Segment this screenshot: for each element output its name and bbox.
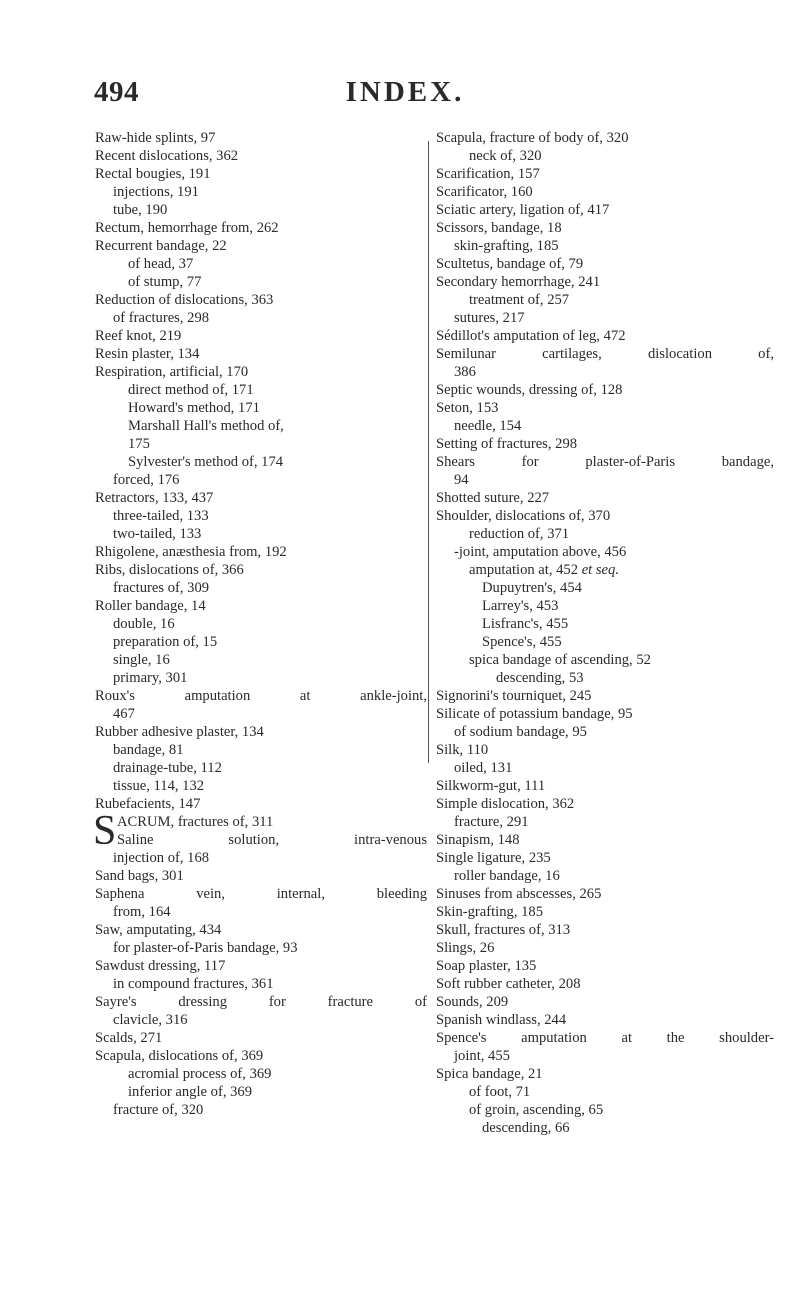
index-entry: Lisfranc's, 455 xyxy=(482,616,569,632)
index-entry: Scarificator, 160 xyxy=(436,184,533,200)
index-entry: neck of, 320 xyxy=(469,148,542,164)
index-entry: of foot, 71 xyxy=(469,1084,531,1100)
page-number: 494 xyxy=(94,76,139,108)
index-entry: Semilunar cartilages, dislocation of, xyxy=(436,346,774,362)
index-entry: Roller bandage, 14 xyxy=(95,598,206,614)
index-entry: Skull, fractures of, 313 xyxy=(436,922,571,938)
index-entry: roller bandage, 16 xyxy=(454,868,560,884)
index-entry: drainage-tube, 112 xyxy=(113,760,222,776)
index-entry: needle, 154 xyxy=(454,418,522,434)
index-entry: two-tailed, 133 xyxy=(113,526,202,542)
index-entry: Saw, amputating, 434 xyxy=(95,922,222,938)
index-entry: preparation of, 15 xyxy=(113,634,218,650)
index-entry: double, 16 xyxy=(113,616,175,632)
index-entry: fracture, 291 xyxy=(454,814,529,830)
index-entry: of groin, ascending, 65 xyxy=(469,1102,604,1118)
index-column-right xyxy=(436,129,774,1137)
section-s-start xyxy=(93,808,427,854)
index-entry: Raw-hide splints, 97 xyxy=(95,130,216,146)
index-entry: Slings, 26 xyxy=(436,940,495,956)
index-entry: bandage, 81 xyxy=(113,742,184,758)
index-entry: Soap plaster, 135 xyxy=(436,958,537,974)
index-entry: 386 xyxy=(454,364,476,380)
index-entry: joint, 455 xyxy=(454,1048,510,1064)
index-entry: 94 xyxy=(454,472,469,488)
index-entry: of stump, 77 xyxy=(128,274,202,290)
index-entry: Silkworm-gut, 111 xyxy=(436,778,546,794)
index-entry: direct method of, 171 xyxy=(128,382,254,398)
index-entry: sutures, 217 xyxy=(454,310,525,326)
index-entry: Sédillot's amputation of leg, 472 xyxy=(436,328,626,344)
index-entry: injections, 191 xyxy=(113,184,199,200)
index-entry: Sylvester's method of, 174 xyxy=(128,454,284,470)
index-entry: Resin plaster, 134 xyxy=(95,346,200,362)
drop-cap-letter: S xyxy=(93,808,117,854)
index-entry: Sand bags, 301 xyxy=(95,868,184,884)
index-entry: Sinapism, 148 xyxy=(436,832,520,848)
index-entry: Secondary hemorrhage, 241 xyxy=(436,274,601,290)
index-entry: treatment of, 257 xyxy=(469,292,570,308)
index-entry: Simple dislocation, 362 xyxy=(436,796,575,812)
index-entry: Single ligature, 235 xyxy=(436,850,551,866)
index-entry: Spanish windlass, 244 xyxy=(436,1012,567,1028)
index-entry: oiled, 131 xyxy=(454,760,513,776)
index-entry: three-tailed, 133 xyxy=(113,508,209,524)
index-entry: Scalds, 271 xyxy=(95,1030,163,1046)
index-column-left xyxy=(95,129,427,1119)
index-entry: Soft rubber catheter, 208 xyxy=(436,976,581,992)
index-entry: Larrey's, 453 xyxy=(482,598,559,614)
index-entry: amputation at, 452 et seq. xyxy=(469,562,619,578)
index-entry: Reduction of dislocations, 363 xyxy=(95,292,274,308)
index-entry: Signorini's tourniquet, 245 xyxy=(436,688,592,704)
index-entry: Silk, 110 xyxy=(436,742,489,758)
index-entry: Shoulder, dislocations of, 370 xyxy=(436,508,611,524)
index-entry: 175 xyxy=(128,436,150,452)
index-entry: single, 16 xyxy=(113,652,170,668)
index-entry: Sounds, 209 xyxy=(436,994,509,1010)
index-entry: Marshall Hall's method of, xyxy=(128,418,284,434)
index-entry: Rubber adhesive plaster, 134 xyxy=(95,724,264,740)
index-entries-s-continued xyxy=(436,129,774,1137)
index-entry: fracture of, 320 xyxy=(113,1102,204,1118)
index-entry: Septic wounds, dressing of, 128 xyxy=(436,382,623,398)
index-entry: Ribs, dislocations of, 366 xyxy=(95,562,244,578)
index-entry: Scapula, fracture of body of, 320 xyxy=(436,130,629,146)
index-entry: reduction of, 371 xyxy=(469,526,570,542)
index-entry: Recent dislocations, 362 xyxy=(95,148,239,164)
index-entry: Sciatic artery, ligation of, 417 xyxy=(436,202,610,218)
index-entry: Rhigolene, anæsthesia from, 192 xyxy=(95,544,287,560)
index-entry: Dupuytren's, 454 xyxy=(482,580,582,596)
index-entry: Sawdust dressing, 117 xyxy=(95,958,226,974)
index-entry: skin-grafting, 185 xyxy=(454,238,559,254)
index-entry: injection of, 168 xyxy=(113,850,210,866)
index-entry: Sayre's dressing for fracture of xyxy=(95,994,427,1010)
column-rule xyxy=(428,141,429,763)
index-entry: of head, 37 xyxy=(128,256,194,272)
index-entry: in compound fractures, 361 xyxy=(113,976,274,992)
index-entry: for plaster-of-Paris bandage, 93 xyxy=(113,940,298,956)
running-head: INDEX. xyxy=(345,76,465,108)
index-entry: of fractures, 298 xyxy=(113,310,210,326)
index-entry: clavicle, 316 xyxy=(113,1012,188,1028)
index-entry: 467 xyxy=(113,706,135,722)
index-entry: inferior angle of, 369 xyxy=(128,1084,253,1100)
index-entry: Shears for plaster-of-Paris bandage, xyxy=(436,454,774,470)
index-entry: Setting of fractures, 298 xyxy=(436,436,578,452)
index-entry: from, 164 xyxy=(113,904,171,920)
index-entry: forced, 176 xyxy=(113,472,180,488)
index-entry: of sodium bandage, 95 xyxy=(454,724,587,740)
index-entry: tissue, 114, 132 xyxy=(113,778,205,794)
index-entry: Roux's amputation at ankle-joint, xyxy=(95,688,427,704)
index-entry: Spica bandage, 21 xyxy=(436,1066,543,1082)
index-entry: acromial process of, 369 xyxy=(128,1066,272,1082)
index-entry: ACRUM, fractures of, 311 xyxy=(117,814,274,830)
index-entry: Rubefacients, 147 xyxy=(95,796,201,812)
index-entry: Reef knot, 219 xyxy=(95,328,182,344)
index-entry: Saline solution, intra-venous xyxy=(117,832,427,848)
index-entry: Scapula, dislocations of, 369 xyxy=(95,1048,264,1064)
index-entries-s xyxy=(95,849,427,1119)
index-entry: tube, 190 xyxy=(113,202,168,218)
index-entry: descending, 53 xyxy=(496,670,584,686)
index-entry: Howard's method, 171 xyxy=(128,400,260,416)
index-entry: Sinuses from abscesses, 265 xyxy=(436,886,602,902)
index-entry: Recurrent bandage, 22 xyxy=(95,238,227,254)
index-entry: fractures of, 309 xyxy=(113,580,210,596)
index-entry: Saphena vein, internal, bleeding xyxy=(95,886,427,902)
index-entry: Rectal bougies, 191 xyxy=(95,166,211,182)
index-entry: Scissors, bandage, 18 xyxy=(436,220,562,236)
index-entry: Spence's, 455 xyxy=(482,634,562,650)
index-entry: Retractors, 133, 437 xyxy=(95,490,214,506)
index-entry: descending, 66 xyxy=(482,1120,570,1136)
index-entry: Seton, 153 xyxy=(436,400,499,416)
index-entry: Rectum, hemorrhage from, 262 xyxy=(95,220,279,236)
index-entry: Scultetus, bandage of, 79 xyxy=(436,256,584,272)
index-entry: Silicate of potassium bandage, 95 xyxy=(436,706,633,722)
index-entry: -joint, amputation above, 456 xyxy=(454,544,627,560)
index-entry: Skin-grafting, 185 xyxy=(436,904,544,920)
index-entry: Shotted suture, 227 xyxy=(436,490,550,506)
index-entry: Spence's amputation at the shoulder- xyxy=(436,1030,774,1046)
index-entry: Respiration, artificial, 170 xyxy=(95,364,249,380)
index-entry: Scarification, 157 xyxy=(436,166,540,182)
index-entry: primary, 301 xyxy=(113,670,188,686)
index-entries-r xyxy=(95,129,427,813)
index-entry: spica bandage of ascending, 52 xyxy=(469,652,651,668)
